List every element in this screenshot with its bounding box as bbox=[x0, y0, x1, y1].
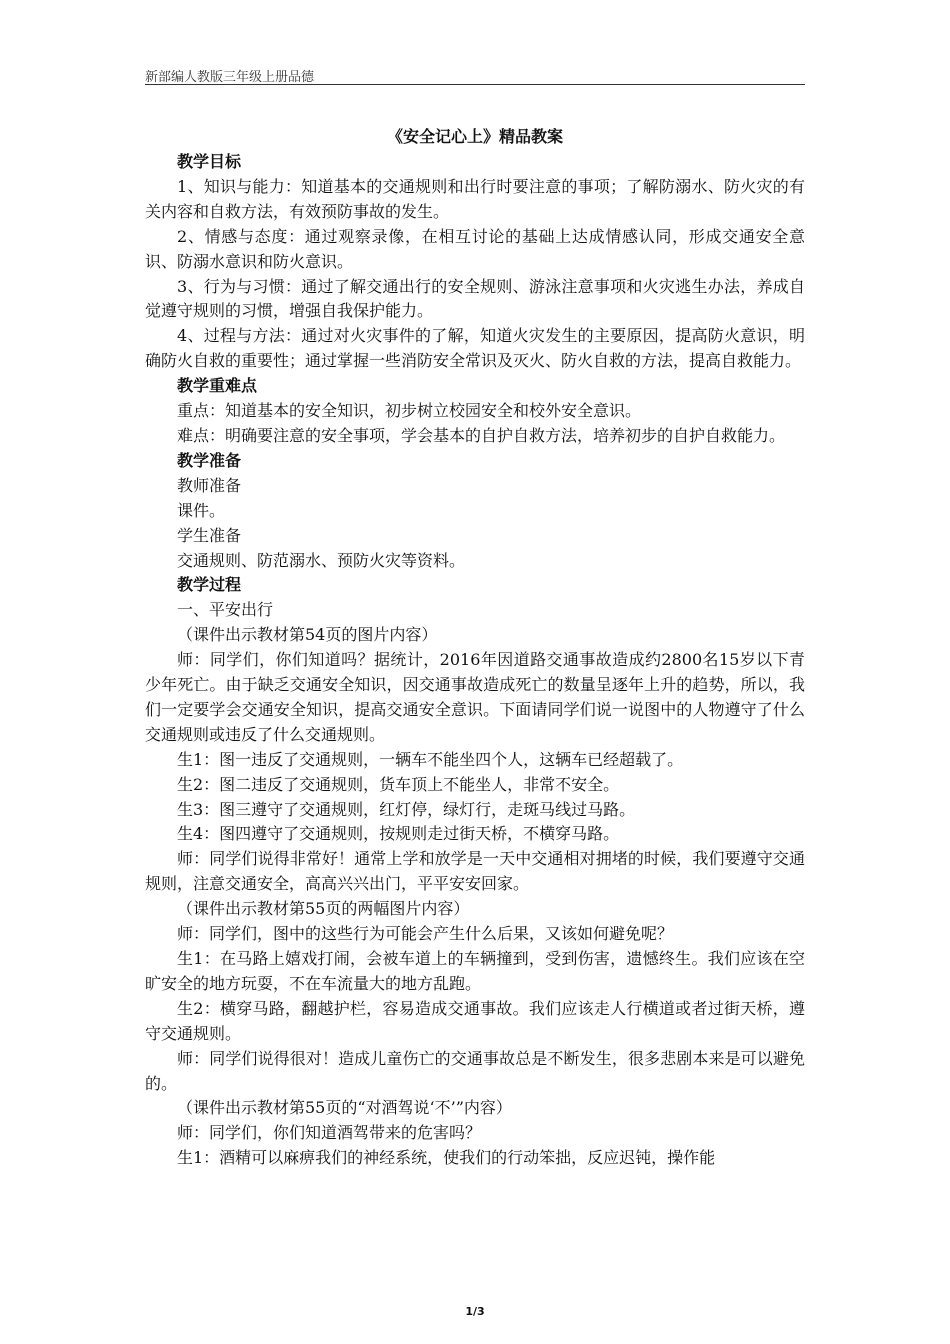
paragraph: 生4：图四遵守了交通规则，按规则走过街天桥，不横穿马路。 bbox=[177, 824, 620, 844]
section-heading: 教学准备 bbox=[177, 450, 242, 470]
section-heading: 教学目标 bbox=[177, 152, 242, 171]
paragraph: 师：同学们说得非常好！通常上学和放学是一天中交通相对拥堵的时候，我们要遵守交通规则，注意交通安全，高高兴兴出门，平平安安回家。 bbox=[145, 849, 805, 894]
paragraph: 生1：图一违反了交通规则，一辆车不能坐四个人，这辆车已经超载了。 bbox=[177, 749, 684, 769]
paragraph: 学生准备 bbox=[177, 525, 242, 545]
paragraph: 师：同学们，图中的这些行为可能会产生什么后果，又该如何避免呢？ bbox=[177, 924, 674, 944]
paragraph: 课件。 bbox=[177, 500, 226, 520]
paragraph: （课件出示教材第54页的图片内容） bbox=[177, 625, 438, 645]
paragraph: 生3：图三遵守了交通规则，红灯停，绿灯行，走斑马线过马路。 bbox=[177, 799, 636, 819]
paragraph: 重点：知道基本的安全知识，初步树立校园安全和校外安全意识。 bbox=[177, 401, 642, 421]
paragraph-list bbox=[145, 150, 805, 1171]
paragraph: 交通规则、防范溺水、预防火灾等资料。 bbox=[177, 550, 466, 570]
page-number: 1/3 bbox=[465, 1305, 485, 1318]
document-title: 《安全记心上》精品教案 bbox=[386, 127, 563, 146]
paragraph: 师：同学们说得很对！造成儿童伤亡的交通事故总是不断发生，很多悲剧本来是可以避免的。 bbox=[145, 1048, 805, 1093]
section-heading: 教学重难点 bbox=[177, 376, 258, 396]
paragraph: 难点：明确要注意的安全事项，学会基本的自护自救方法，培养初步的自护自救能力。 bbox=[177, 425, 786, 445]
section-heading: 教学过程 bbox=[177, 575, 242, 595]
paragraph: 3、行为与习惯：通过了解交通出行的安全规则、游泳注意事项和火灾逃生办法，养成自觉遵守规则的习惯，增强自我保护能力。 bbox=[145, 276, 805, 321]
paragraph: 师：同学们，你们知道吗？据统计，2016年因道路交通事故造成约2800名15岁以下青少年死亡。由于缺乏交通安全知识，因交通事故造成死亡的数量呈逐年上升的趋势，所以，我们一定要学会交通安全知识，提高交通安全意识。下面请同学们说一说图中的人物遵守了什么交通规则或违反了什么交通规则。 bbox=[145, 650, 805, 744]
paragraph: （课件出示教材第55页的两幅图片内容） bbox=[177, 899, 470, 919]
paragraph: 生2：横穿马路，翻越护栏，容易造成交通事故。我们应该走人行横道或者过街天桥，遵守交通规则。 bbox=[145, 998, 805, 1043]
paragraph: 生1：在马路上嬉戏打闹，会被车道上的车辆撞到，受到伤害，遗憾终生。我们应该在空旷安全的地方玩耍，不在车流量大的地方乱跑。 bbox=[145, 949, 805, 993]
paragraph: 1、知识与能力：知道基本的交通规则和出行时要注意的事项；了解防溺水、防火灾的有关内容和自救方法，有效预防事故的发生。 bbox=[145, 176, 805, 221]
paragraph: 教师准备 bbox=[177, 475, 242, 495]
page-header: 新部编人教版三年级上册品德 bbox=[145, 70, 315, 85]
paragraph: 2、情感与态度：通过观察录像，在相互讨论的基础上达成情感认同，形成交通安全意识、防溺水意识和防火意识。 bbox=[145, 226, 805, 271]
paragraph: 生1：酒精可以麻痹我们的神经系统，使我们的行动笨拙，反应迟钝，操作能 bbox=[177, 1148, 716, 1168]
header-rule bbox=[145, 84, 805, 85]
paragraph: 一、平安出行 bbox=[177, 600, 274, 620]
paragraph: 师：同学们，你们知道酒驾带来的危害吗？ bbox=[177, 1123, 482, 1143]
paragraph: （课件出示教材第55页的“对酒驾说‘不’”内容） bbox=[177, 1098, 512, 1118]
paragraph: 4、过程与方法：通过对火灾事件的了解，知道火灾发生的主要原因，提高防火意识，明确防火自救的重要性；通过掌握一些消防安全常识及灭火、防火自救的方法，提高自救能力。 bbox=[145, 326, 805, 371]
document-body bbox=[145, 124, 805, 1171]
paragraph: 生2：图二违反了交通规则，货车顶上不能坐人，非常不安全。 bbox=[177, 774, 620, 794]
